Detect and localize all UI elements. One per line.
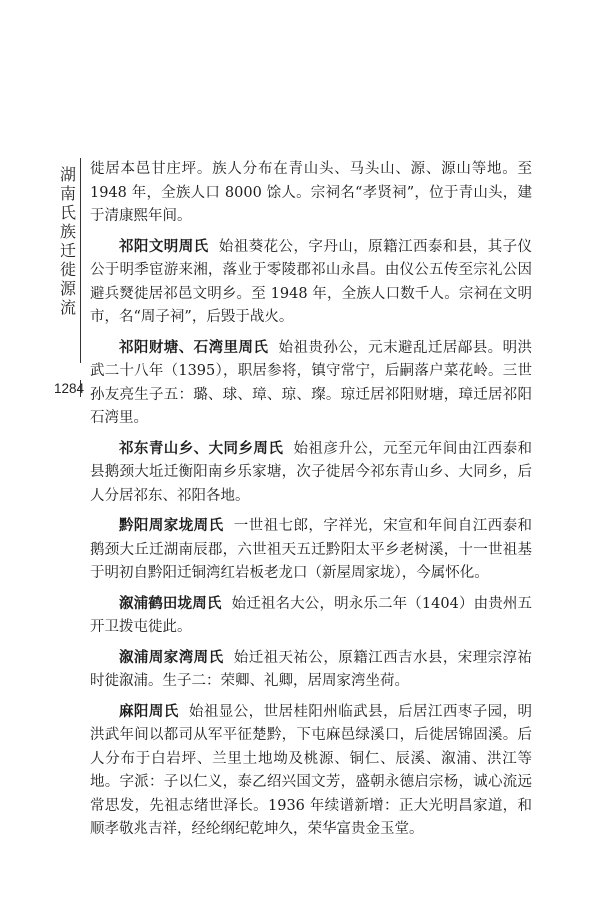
- page-number: 1284: [54, 381, 85, 396]
- running-title-char: 流: [59, 298, 76, 317]
- paragraph-heading: 祁阳财塘、石湾里周氏: [119, 338, 269, 356]
- paragraph: [90, 336, 532, 431]
- paragraph-text: 始祖贵孙公，元末避乱迁居鄗县。明洪武二十八年（1395），职居参将，镇守常宁，后嗣落户菜花岭。三世孙友亮生子五：璐、球、璋、琼、璨。琼迁居祁阳财塘，璋迁居祁阳石湾里。: [90, 339, 533, 426]
- running-title-char: 族: [59, 222, 76, 241]
- paragraph-text: 始迁祖天祐公，原籍江西吉水县，宋理宗淳祐时徙溆浦。生子二：荣卿、礼卿，居周家湾坐荷。: [90, 649, 533, 689]
- paragraph-heading: 麻阳周氏: [119, 702, 179, 720]
- paragraph-text: 始祖显公，世居桂阳州临武县，后居江西枣子园，明洪武年间以都司从军平征楚黔，下屯麻邑绿溪口，后徙居锦固溪。后人分布于白岩坪、兰里土地坳及桃源、铜仁、辰溪、溆浦、洪江等地。字派：子以仁义，泰乙绍兴国文芳，盛朝永德启宗杨，诚心流远常思发，先祖志绪世泽长。1936 年续谱新增：正大光明昌家道，和顺孝敬兆吉祥，经纶纲纪乾坤久，荣华富贵金玉堂。: [90, 703, 533, 837]
- paragraph: [90, 646, 532, 694]
- running-title-char: 湖: [59, 165, 76, 184]
- paragraph: [90, 437, 532, 509]
- paragraph: [90, 158, 532, 229]
- running-title: [57, 165, 79, 317]
- paragraph-heading: 溆浦鹤田垅周氏: [119, 594, 222, 612]
- paragraph-heading: 黔阳周家垅周氏: [119, 517, 224, 534]
- paragraph-text: 始祖葵花公，字丹山，原籍江西泰和县，其子仪公于明季宦游来湘，落业于零陵郡祁山永昌。由仪公五传至宗礼公因避兵燹徙居祁邑文明乡。至 1948 年，全族人口数千人。宗祠在文明市，名“周子祠”，后毁于战火。: [90, 238, 533, 325]
- running-title-char: 源: [59, 279, 76, 298]
- paragraph-text: 始祖彦升公，元至元年间由江西泰和县鹅颈大坵迁衡阳南乡乐家塘，次子徙居今祁东青山乡、大同乡，后人分居祁东、祁阳各地。: [90, 440, 533, 504]
- body-text: [90, 158, 532, 848]
- paragraph: [90, 592, 532, 640]
- paragraph: [90, 514, 532, 586]
- paragraph-heading: 祁阳文明周氏: [119, 237, 209, 255]
- paragraph-text: 一世祖七郎，字祥光，宋宣和年间自江西泰和鹅颈大丘迁湖南辰郡，六世祖天五迁黔阳太平乡老树溪，十一世祖基于明初自黔阳迁铜湾红岩板老龙口（新屋周家垅），今属怀化。: [90, 518, 533, 581]
- paragraph-heading: 祁东青山乡、大同乡周氏: [119, 439, 284, 457]
- paragraph-heading: 溆浦周家湾周氏: [119, 648, 224, 666]
- running-title-char: 氏: [59, 203, 76, 222]
- paragraph-text: 徙居本邑甘庄坪。族人分布在青山头、马头山、源、源山等地。至 1948 年，全族人口 8000 馀人。宗祠名“孝贤祠”，位于青山头，建于清康熙年间。: [90, 161, 532, 224]
- running-title-char: 徙: [59, 260, 76, 279]
- paragraph: [90, 235, 532, 330]
- paragraph: [90, 700, 532, 842]
- paragraph-text: 始迁祖名大公，明永乐二年（1404）由贵州五开卫拨屯徙此。: [90, 595, 532, 635]
- running-title-char: 迁: [59, 241, 76, 260]
- margin-rule-top: [80, 158, 81, 363]
- running-title-char: 南: [59, 184, 76, 203]
